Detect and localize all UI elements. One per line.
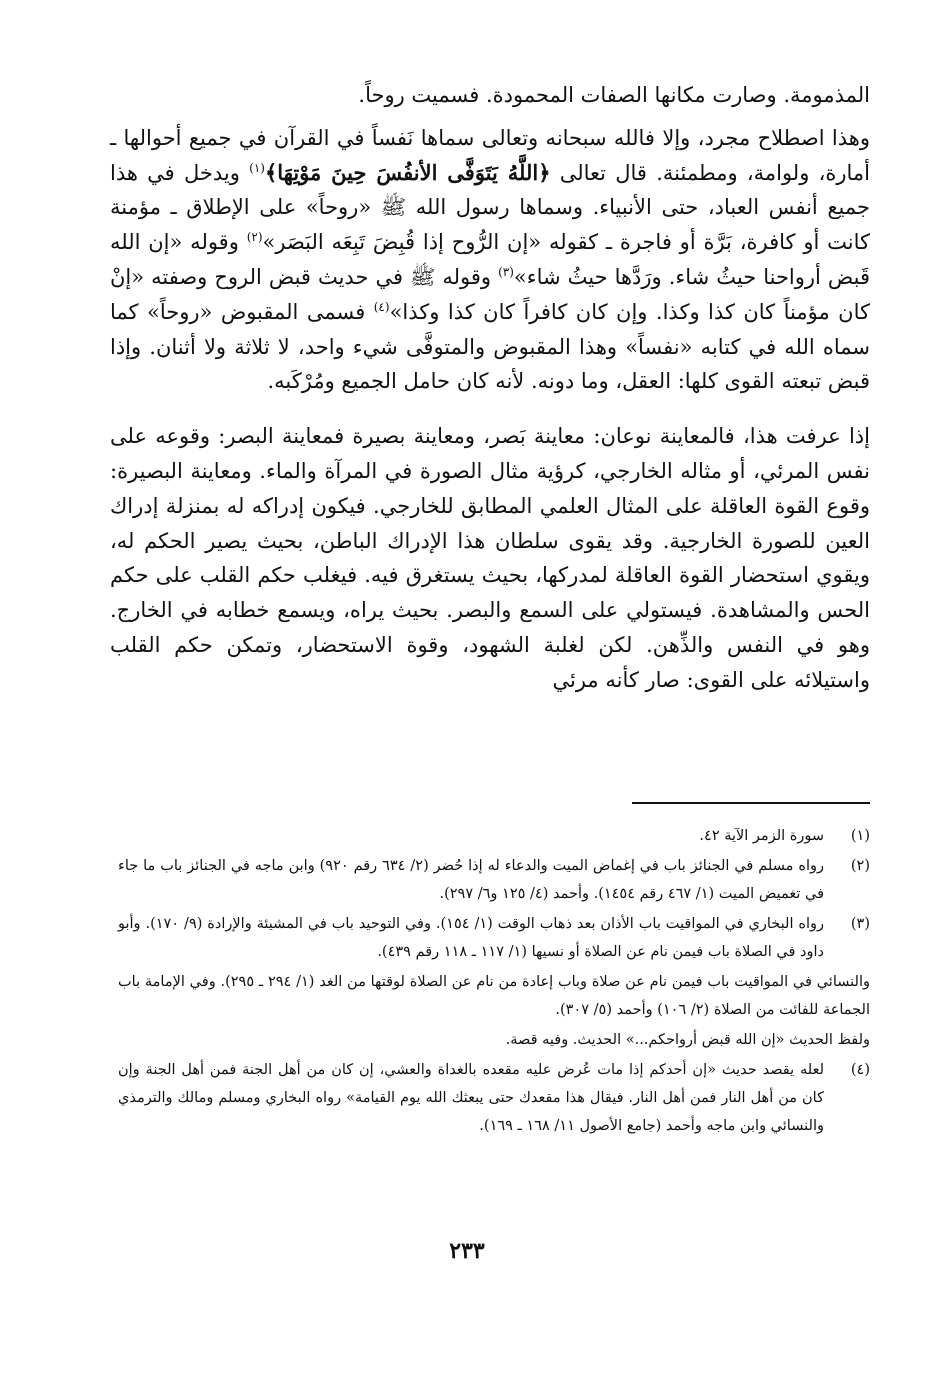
footnote-divider [632,802,870,804]
footnote-1 [118,822,870,850]
footnote-text: سورة الزمر الآية ٤٢. [699,828,824,844]
footnote-3 [118,910,870,966]
footnotes [118,822,870,1142]
paragraph-2-part-b: ويدخل في هذا جميع أنفس العباد، حتى الأنبياء. وسماها رسول الله ﷺ «روحاً» على الإطلاق ـ مؤمنة كانت أو كافرة، بَرَّة أو فاجرة ـ كقوله «إن الرُّوح إذا قُبِضَ تَبِعَه البَصَر» [110,160,870,255]
footnote-number: (٤) [850,1062,870,1078]
footnote-4 [118,1056,870,1140]
footnote-ref-3: (٣) [498,264,514,279]
footnote-text: رواه البخاري في المواقيت باب الأذان بعد ذهاب الوقت (١/ ١٥٤). وفي التوحيد باب في المشيئة والإرادة (٩/ ١٧٠). وأبو داود في الصلاة باب فيمن نام عن الصلاة أو نسيها (١/ ١١٧ ـ ١١٨ رقم ٤٣٩). [118,916,825,960]
footnote-3-hadith-text: ولفظ الحديث «إن الله قبض أرواحكم...» الحديث. وفيه قصة. [505,1032,870,1048]
paragraph-2-part-e: فسمى المقبوض «روحاً» كما سماه الله في كتابه «نفساً» وهذا المقبوض والمتوفَّى شيء واحد، لا ثلاثة ولا أثنان. وإذا قبض تبعته القوى كلها: العقل، وما دونه. لأنه كان حامل الجميع ومُرْكَبه. [110,299,870,394]
footnote-3-continuation: والنسائي في المواقيت باب فيمن نام عن صلاة وباب إعادة من نام عن الصلاة لوقتها من الغد (١/ ٢٩٤ ـ ٢٩٥). وفي الإمامة باب الجماعة للفائت من الصلاة (٢/ ١٠٦) وأحمد (٥/ ٣٠٧). [118,974,870,1018]
footnote-ref-2: (٢) [246,230,263,245]
page-number: ٢٣٣ [449,1238,485,1264]
footnote-2 [118,852,870,908]
paragraph-2-part-d: وقوله ﷺ في حديث قبض الروح وصفته «إنْ كان مؤمناً كان كذا وكذا. وإن كان كافراً كان كذا وكذا» [110,264,870,324]
paragraph-3: إذا عرفت هذا، فالمعاينة نوعان: معاينة بَصر، ومعاينة بصيرة فمعاينة البصر: وقوعه على نفس المرئي، أو مثاله الخارجي، كرؤية مثال الصورة في المرآة والماء. ومعاينة البصيرة: وقوع القوة العاقلة على المثال العلمي المطابق للخارجي. فيكون إدراكه له بمنزلة إدراك العين للصورة الخارجية. وقد يقوى سلطان هذا الإدراك الباطن، بحيث يصير الحكم له، ويقوي استحضار القوة العاقلة لمدركها، بحيث يستغرق فيه. فيغلب حكم القلب على حكم الحس والمشاهدة. فيستولي على السمع والبصر. بحيث يراه، ويسمع خطابه في الخارج. وهو في النفس والذِّهن. لكن لغلبة الشهود، وقوة الاستحضار، وتمكن حكم القلب واستيلائه على القوى: صار كأنه مرئي [110,424,870,692]
footnote-number: (١) [850,828,870,844]
footnote-text: رواه مسلم في الجنائز باب في إغماض الميت والدعاء له إذا حُضر (٢/ ٦٣٤ رقم ٩٢٠) وابن ماجه في الجنائز باب ما جاء في تغميض الميت (١/ ٤٦٧ رقم ١٤٥٤). وأحمد (٤/ ١٢٥ و٦/ ٢٩٧). [118,858,824,902]
paragraph-2-part-c: وقوله «إن الله قَبض أرواحنا حيثُ شاء. ورَدَّها حيثُ شاء» [110,230,870,289]
main-text [110,78,870,698]
footnote-ref-1: (١) [249,160,265,175]
footnote-ref-4: (٤) [373,299,390,314]
paragraph-2-part-a: وهذا اصطلاح مجرد، وإلا فالله سبحانه وتعالى سماها نَفساً في القرآن في جميع أحوالها ـ أمارة، ولوامة، ومطمئنة. قال تعالى [110,125,870,185]
paragraph-2 [110,121,870,399]
footnote-text: لعله يقصد حديث «إن أحدكم إذا مات عُرض عليه مقعده بالغداة والعشي، إن كان من أهل الجنة فمن أهل الجنة وإن كان من أهل النار فمن أهل النار. فيقال هذا مقعدك حتى يبعثك الله يوم القيامة» رواه البخاري ومسلم ومالك والترمذي والنسائي وابن ماجه وأحمد (جامع الأصول ١١/ ١٦٨ ـ ١٦٩). [118,1062,824,1134]
footnote-number: (٣) [850,916,870,932]
quran-verse: ﴿اللَّهُ يَتَوَفَّى الأنفُسَ حِينَ مَوْتِهَا﴾ [264,159,551,185]
paragraph-1: المذمومة. وصارت مكانها الصفات المحمودة. فسميت روحاً. [358,83,870,107]
footnote-number: (٢) [850,858,870,874]
